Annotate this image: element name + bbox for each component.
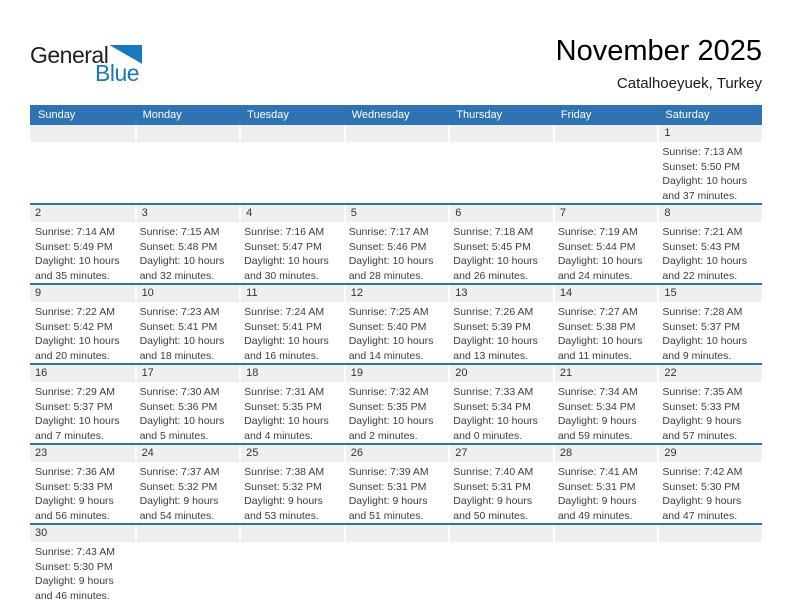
empty-day-cell [135, 125, 240, 203]
day-detail-line: Daylight: 10 hours [557, 255, 643, 267]
day-details [657, 542, 762, 545]
day-cell-5 [344, 205, 449, 283]
day-number: 10 [137, 285, 240, 302]
day-detail-line: Sunrise: 7:33 AM [453, 386, 534, 398]
day-detail-line: and 32 minutes. [139, 269, 215, 282]
day-detail-line: Daylight: 9 hours [557, 415, 637, 427]
empty-day-cell [448, 125, 553, 203]
day-detail-line: Sunset: 5:30 PM [35, 560, 113, 573]
weekday-saturday: Saturday [665, 109, 710, 121]
day-detail-line: Sunrise: 7:24 AM [244, 306, 325, 318]
empty-day-cell [553, 525, 658, 603]
day-detail-line: Sunset: 5:33 PM [35, 480, 113, 493]
day-detail-line: Daylight: 10 hours [348, 415, 434, 427]
day-cell-30 [30, 525, 135, 603]
day-details [553, 222, 658, 283]
day-detail-line: and 22 minutes. [662, 269, 738, 282]
day-number: 23 [30, 445, 135, 462]
day-detail-line: and 24 minutes. [557, 269, 633, 282]
day-detail-line: Daylight: 10 hours [348, 255, 434, 267]
day-number [241, 125, 344, 142]
weekday-thursday: Thursday [456, 109, 503, 121]
day-details [553, 302, 658, 363]
day-detail-line: and 37 minutes. [662, 189, 738, 202]
day-details [657, 462, 762, 523]
day-detail-line: Daylight: 10 hours [662, 175, 748, 187]
day-details [30, 542, 135, 603]
day-detail-line: Sunrise: 7:13 AM [662, 146, 743, 158]
day-number [555, 125, 658, 142]
day-detail-line: Sunrise: 7:23 AM [139, 306, 220, 318]
day-detail-line: Sunrise: 7:14 AM [35, 226, 115, 238]
week-row [30, 445, 762, 525]
day-cell-14 [553, 285, 658, 363]
day-number: 27 [450, 445, 553, 462]
day-detail-line: and 0 minutes. [453, 429, 523, 442]
day-cell-8 [657, 205, 762, 283]
day-detail-line: Sunset: 5:32 PM [139, 480, 218, 493]
day-number: 15 [659, 285, 762, 302]
day-detail-line: Sunrise: 7:19 AM [557, 226, 638, 238]
day-number [346, 125, 449, 142]
day-detail-line: Daylight: 9 hours [662, 415, 742, 427]
day-detail-line: and 2 minutes. [348, 429, 418, 442]
empty-day-cell [239, 125, 344, 203]
day-cell-2 [30, 205, 135, 283]
page-title: November 2025 [555, 35, 762, 67]
weekday-wednesday: Wednesday [351, 109, 410, 121]
day-detail-line: Sunrise: 7:39 AM [348, 466, 429, 478]
location-subtitle: Catalhoeyuek, Turkey [616, 75, 762, 92]
day-details [344, 462, 449, 523]
day-detail-line: Sunset: 5:48 PM [139, 240, 218, 253]
day-details [448, 222, 553, 283]
day-details [344, 142, 449, 145]
day-detail-line: Sunset: 5:39 PM [453, 320, 531, 333]
day-detail-line: Daylight: 9 hours [662, 495, 742, 507]
week-row [30, 205, 762, 285]
day-detail-line: and 56 minutes. [35, 509, 110, 522]
day-details [657, 382, 762, 443]
day-number: 1 [659, 125, 762, 142]
day-details [30, 462, 135, 523]
day-number: 17 [137, 365, 240, 382]
day-number [555, 525, 658, 542]
day-cell-10 [135, 285, 240, 363]
empty-day-cell [657, 525, 762, 603]
day-detail-line: Sunrise: 7:29 AM [35, 386, 115, 398]
day-details [553, 462, 658, 523]
weekday-header-row [30, 105, 762, 125]
day-number: 18 [241, 365, 344, 382]
day-detail-line: Sunset: 5:32 PM [244, 480, 322, 493]
day-detail-line: and 35 minutes. [35, 269, 110, 282]
day-number: 21 [555, 365, 658, 382]
logo-word-blue: Blue [95, 60, 140, 86]
day-cell-11 [239, 285, 344, 363]
day-details [30, 142, 135, 145]
day-detail-line: Sunrise: 7:31 AM [244, 386, 325, 398]
day-cell-20 [448, 365, 553, 443]
day-number: 3 [137, 205, 240, 222]
day-detail-line: and 16 minutes. [244, 349, 319, 362]
day-cell-3 [135, 205, 240, 283]
day-detail-line: Sunrise: 7:21 AM [662, 226, 743, 238]
day-number: 25 [241, 445, 344, 462]
day-detail-line: Sunset: 5:50 PM [662, 160, 741, 173]
day-detail-line: Daylight: 9 hours [35, 495, 114, 507]
day-number: 28 [555, 445, 658, 462]
day-detail-line: and 20 minutes. [35, 349, 110, 362]
day-details [657, 222, 762, 283]
day-details [135, 462, 240, 523]
day-details [448, 462, 553, 523]
day-detail-line: Sunset: 5:38 PM [557, 320, 636, 333]
day-detail-line: Sunset: 5:30 PM [662, 480, 741, 493]
day-detail-line: Sunrise: 7:37 AM [139, 466, 220, 478]
day-detail-line: Daylight: 10 hours [139, 415, 225, 427]
weekday-sunday: Sunday [38, 109, 76, 121]
day-detail-line: Sunrise: 7:35 AM [662, 386, 743, 398]
day-detail-line: Sunrise: 7:42 AM [662, 466, 743, 478]
day-detail-line: and 50 minutes. [453, 509, 528, 522]
day-cell-29 [657, 445, 762, 523]
day-detail-line: Sunrise: 7:43 AM [35, 546, 115, 558]
day-details [344, 302, 449, 363]
day-details [448, 382, 553, 443]
day-detail-line: Sunset: 5:31 PM [453, 480, 531, 493]
day-number: 5 [346, 205, 449, 222]
day-detail-line: Sunset: 5:49 PM [35, 240, 113, 253]
logo-word-general: General [30, 42, 109, 68]
day-details [239, 222, 344, 283]
day-detail-line: Sunset: 5:37 PM [662, 320, 741, 333]
day-detail-line: Sunset: 5:31 PM [557, 480, 636, 493]
day-number: 29 [659, 445, 762, 462]
day-detail-line: and 14 minutes. [348, 349, 424, 362]
day-cell-23 [30, 445, 135, 523]
day-detail-line: Daylight: 10 hours [139, 255, 225, 267]
general-blue-logo [30, 42, 142, 86]
day-detail-line: Daylight: 10 hours [662, 255, 748, 267]
day-number: 6 [450, 205, 553, 222]
day-details [657, 142, 762, 203]
day-number [450, 125, 553, 142]
day-number: 20 [450, 365, 553, 382]
title-block [556, 34, 762, 93]
day-number: 11 [241, 285, 344, 302]
day-detail-line: Sunset: 5:33 PM [662, 400, 741, 413]
week-row [30, 365, 762, 445]
day-detail-line: Sunset: 5:34 PM [453, 400, 531, 413]
day-detail-line: Sunrise: 7:16 AM [244, 226, 325, 238]
day-detail-line: and 53 minutes. [244, 509, 319, 522]
day-number [346, 525, 449, 542]
day-cell-26 [344, 445, 449, 523]
day-detail-line: Sunrise: 7:40 AM [453, 466, 534, 478]
day-detail-line: Daylight: 9 hours [557, 495, 637, 507]
day-detail-line: and 18 minutes. [139, 349, 215, 362]
day-detail-line: and 13 minutes. [453, 349, 528, 362]
day-detail-line: Sunset: 5:41 PM [244, 320, 322, 333]
day-number: 4 [241, 205, 344, 222]
day-detail-line: and 28 minutes. [348, 269, 424, 282]
day-detail-line: Sunrise: 7:26 AM [453, 306, 534, 318]
day-detail-line: Daylight: 10 hours [35, 415, 120, 427]
day-number [241, 525, 344, 542]
empty-day-cell [30, 125, 135, 203]
day-detail-line: and 30 minutes. [244, 269, 319, 282]
day-number [137, 525, 240, 542]
day-cell-4 [239, 205, 344, 283]
day-cell-22 [657, 365, 762, 443]
day-detail-line: and 59 minutes. [557, 429, 633, 442]
day-details [30, 302, 135, 363]
empty-day-cell [553, 125, 658, 203]
day-cell-12 [344, 285, 449, 363]
day-detail-line: Sunset: 5:46 PM [348, 240, 427, 253]
day-detail-line: Sunset: 5:35 PM [348, 400, 427, 413]
day-number: 22 [659, 365, 762, 382]
empty-day-cell [344, 125, 449, 203]
day-number: 8 [659, 205, 762, 222]
day-detail-line: Daylight: 9 hours [35, 575, 114, 587]
day-detail-line: and 5 minutes. [139, 429, 209, 442]
day-number: 7 [555, 205, 658, 222]
day-details [344, 222, 449, 283]
day-detail-line: and 46 minutes. [35, 589, 110, 602]
day-detail-line: Sunset: 5:31 PM [348, 480, 427, 493]
day-details [135, 222, 240, 283]
day-detail-line: Daylight: 10 hours [453, 335, 538, 347]
day-detail-line: Sunset: 5:34 PM [557, 400, 636, 413]
empty-day-cell [239, 525, 344, 603]
day-detail-line: Daylight: 9 hours [244, 495, 323, 507]
day-details [344, 542, 449, 545]
day-details [657, 302, 762, 363]
day-details [239, 462, 344, 523]
day-details [239, 542, 344, 545]
day-cell-21 [553, 365, 658, 443]
day-detail-line: Sunrise: 7:22 AM [35, 306, 115, 318]
day-detail-line: and 11 minutes. [557, 349, 632, 362]
day-number: 9 [30, 285, 135, 302]
day-cell-17 [135, 365, 240, 443]
day-detail-line: Daylight: 10 hours [35, 335, 120, 347]
empty-day-cell [448, 525, 553, 603]
day-details [30, 222, 135, 283]
day-detail-line: Sunrise: 7:15 AM [139, 226, 220, 238]
calendar [30, 105, 762, 603]
day-detail-line: Daylight: 10 hours [35, 255, 120, 267]
day-cell-19 [344, 365, 449, 443]
day-detail-line: Daylight: 10 hours [662, 335, 748, 347]
day-detail-line: Sunrise: 7:25 AM [348, 306, 429, 318]
day-detail-line: and 4 minutes. [244, 429, 314, 442]
weekday-monday: Monday [142, 109, 182, 121]
day-cell-25 [239, 445, 344, 523]
day-cell-1 [657, 125, 762, 203]
day-detail-line: Daylight: 10 hours [244, 335, 329, 347]
day-detail-line: Sunrise: 7:30 AM [139, 386, 220, 398]
day-detail-line: Daylight: 9 hours [453, 495, 533, 507]
empty-day-cell [135, 525, 240, 603]
day-detail-line: Sunrise: 7:17 AM [348, 226, 429, 238]
day-detail-line: Sunset: 5:42 PM [35, 320, 113, 333]
day-cell-7 [553, 205, 658, 283]
day-number [137, 125, 240, 142]
day-number: 13 [450, 285, 553, 302]
day-number: 16 [30, 365, 135, 382]
day-detail-line: and 9 minutes. [662, 349, 732, 362]
empty-day-cell [344, 525, 449, 603]
day-cell-24 [135, 445, 240, 523]
day-detail-line: Daylight: 9 hours [139, 495, 219, 507]
day-number: 2 [30, 205, 135, 222]
day-cell-18 [239, 365, 344, 443]
day-details [135, 142, 240, 145]
day-cell-6 [448, 205, 553, 283]
day-cell-9 [30, 285, 135, 363]
week-row [30, 525, 762, 603]
day-number [450, 525, 553, 542]
day-detail-line: Sunset: 5:41 PM [139, 320, 218, 333]
day-detail-line: Sunrise: 7:38 AM [244, 466, 325, 478]
day-number: 30 [30, 525, 135, 542]
day-detail-line: and 47 minutes. [662, 509, 738, 522]
day-details [239, 302, 344, 363]
day-number: 24 [137, 445, 240, 462]
day-detail-line: Daylight: 10 hours [453, 255, 538, 267]
day-details [135, 382, 240, 443]
day-details [344, 382, 449, 443]
day-detail-line: and 26 minutes. [453, 269, 528, 282]
day-detail-line: Sunrise: 7:27 AM [557, 306, 638, 318]
day-detail-line: and 57 minutes. [662, 429, 738, 442]
day-detail-line: Sunset: 5:45 PM [453, 240, 531, 253]
weekday-friday: Friday [560, 109, 592, 121]
day-number: 19 [346, 365, 449, 382]
day-detail-line: and 54 minutes. [139, 509, 215, 522]
day-details [239, 142, 344, 145]
day-details [448, 542, 553, 545]
day-details [553, 142, 658, 145]
day-number: 26 [346, 445, 449, 462]
day-detail-line: Daylight: 10 hours [453, 415, 538, 427]
weekday-tuesday: Tuesday [247, 109, 289, 121]
day-detail-line: Sunset: 5:36 PM [139, 400, 218, 413]
day-detail-line: Sunset: 5:37 PM [35, 400, 113, 413]
day-detail-line: Sunrise: 7:41 AM [557, 466, 638, 478]
day-details [135, 302, 240, 363]
day-details [553, 542, 658, 545]
day-detail-line: Sunset: 5:35 PM [244, 400, 322, 413]
day-details [448, 302, 553, 363]
day-number [30, 125, 135, 142]
day-detail-line: and 7 minutes. [35, 429, 104, 442]
day-detail-line: Daylight: 10 hours [348, 335, 434, 347]
day-detail-line: Sunset: 5:43 PM [662, 240, 741, 253]
day-cell-27 [448, 445, 553, 523]
day-cell-15 [657, 285, 762, 363]
calendar-grid [30, 125, 762, 603]
day-details [448, 142, 553, 145]
day-detail-line: Sunset: 5:47 PM [244, 240, 322, 253]
day-detail-line: Sunrise: 7:36 AM [35, 466, 115, 478]
day-cell-28 [553, 445, 658, 523]
day-detail-line: Sunrise: 7:18 AM [453, 226, 534, 238]
day-details [135, 542, 240, 545]
day-detail-line: and 49 minutes. [557, 509, 633, 522]
day-number: 12 [346, 285, 449, 302]
day-detail-line: and 51 minutes. [348, 509, 424, 522]
day-number: 14 [555, 285, 658, 302]
week-row [30, 285, 762, 365]
day-detail-line: Daylight: 10 hours [244, 255, 329, 267]
day-details [239, 382, 344, 443]
day-number [659, 525, 762, 542]
day-detail-line: Daylight: 10 hours [557, 335, 643, 347]
day-detail-line: Sunset: 5:40 PM [348, 320, 427, 333]
day-details [30, 382, 135, 443]
week-row [30, 125, 762, 205]
day-detail-line: Sunrise: 7:32 AM [348, 386, 429, 398]
day-detail-line: Daylight: 9 hours [348, 495, 428, 507]
day-cell-16 [30, 365, 135, 443]
day-cell-13 [448, 285, 553, 363]
day-detail-line: Sunrise: 7:34 AM [557, 386, 638, 398]
day-details [553, 382, 658, 443]
day-detail-line: Sunrise: 7:28 AM [662, 306, 743, 318]
day-detail-line: Daylight: 10 hours [139, 335, 225, 347]
day-detail-line: Daylight: 10 hours [244, 415, 329, 427]
day-detail-line: Sunset: 5:44 PM [557, 240, 636, 253]
